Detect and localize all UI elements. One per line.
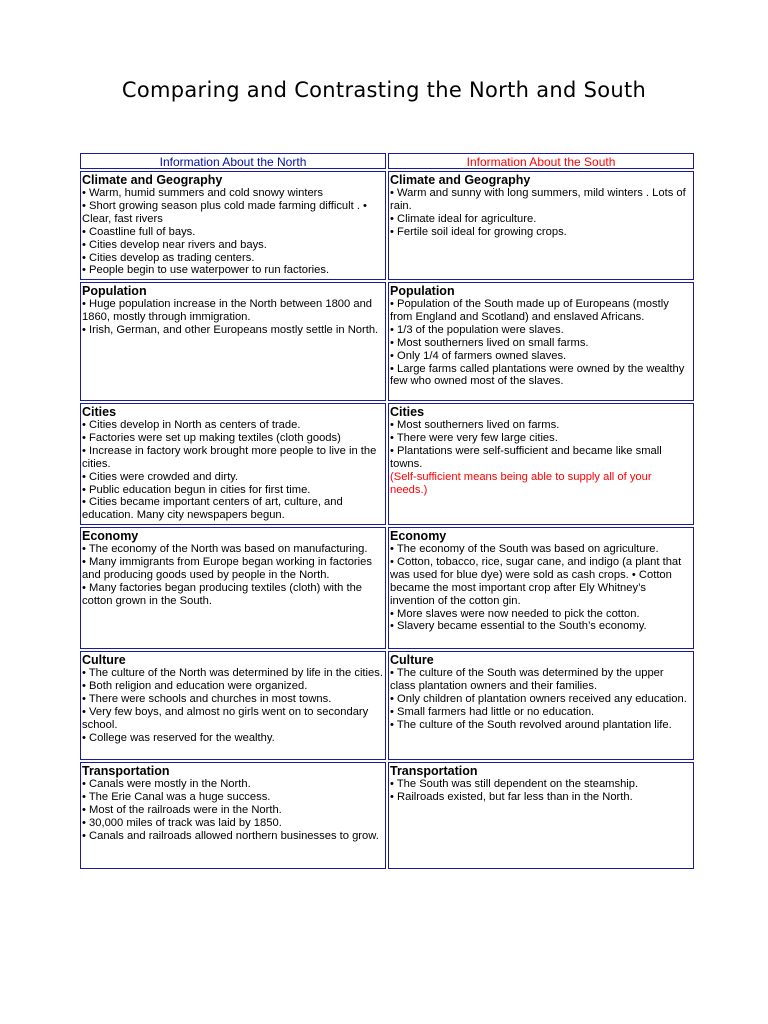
bullet-item: • Population of the South made up of Europeans (mostly from England and Scotland) and enslaved Africans. (390, 298, 669, 323)
bullet-item: • Cities develop as trading centers. (82, 251, 255, 264)
south-cell (388, 282, 694, 401)
north-column-header: Information About the North (80, 153, 386, 169)
section-heading: Population (390, 284, 455, 298)
bullet-item: • There were schools and churches in most towns. (82, 692, 332, 705)
bullet-item: • Cities develop near rivers and bays. (82, 238, 267, 251)
bullet-item: • Large farms called plantations were owned by the wealthy few who owned most of the slaves. (390, 362, 685, 388)
bullet-item: • The South was still dependent on the steamship. (390, 778, 639, 790)
bullet-item: • Warm, humid summers and cold snowy winters (82, 187, 323, 199)
bullet-item: • More slaves were now needed to pick the cotton. (390, 607, 640, 620)
bullet-item: • 1/3 of the population were slaves. (390, 323, 564, 336)
north-cell (80, 403, 386, 525)
north-cell (80, 171, 386, 280)
north-cell (80, 282, 386, 401)
bullet-item: • Most southerners lived on farms. (390, 419, 560, 431)
section-heading: Cities (390, 405, 425, 419)
section-heading: Economy (390, 529, 447, 543)
bullet-item: • Slavery became essential to the South’s economy. (390, 620, 647, 633)
bullet-item: • Only 1/4 of farmers owned slaves. (390, 349, 567, 362)
north-cell (80, 527, 386, 649)
south-column-header: Information About the South (388, 153, 694, 169)
bullet-item: • Factories were set up making textiles (cloth goods) (82, 431, 341, 444)
south-cell (388, 651, 694, 760)
comparison-table (80, 153, 694, 968)
bullet-item: • Most of the railroads were in the North. (82, 803, 282, 816)
bullet-item: • Many factories began producing textiles (cloth) with the cotton grown in the South. (82, 581, 363, 607)
north-cell (80, 651, 386, 760)
south-cell (388, 403, 694, 525)
bullet-item: • Very few boys, and almost no girls went on to secondary school. (82, 705, 369, 731)
bullet-item: • Canals were mostly in the North. (82, 778, 251, 790)
bullet-item: • Railroads existed, but far less than in the North. (390, 790, 633, 803)
bullet-item: • Cities develop in North as centers of trade. (82, 419, 301, 431)
section-heading: Transportation (390, 764, 478, 778)
bullet-item: • Climate ideal for agriculture. (390, 212, 537, 225)
bullet-item: • Plantations were self-sufficient and became like small towns. (390, 444, 662, 470)
bullet-item: • The economy of the South was based on agriculture. (390, 543, 659, 555)
section-heading: Culture (390, 653, 434, 667)
south-cell (388, 527, 694, 649)
definition-note: (Self-sufficient means being able to supply all of your needs.) (390, 470, 652, 496)
bullet-item: • Small farmers had little or no education. (390, 705, 595, 718)
bullet-item: • There were very few large cities. (390, 431, 558, 444)
bullet-item: • Cotton, tobacco, rice, sugar cane, and indigo (a plant that was used for blue dye) were sold as cash crops. • Cotton became the most important crop after Ely Whitney’s invention of the cotton gin. (390, 555, 682, 607)
bullet-item: • Both religion and education were organized. (82, 679, 308, 692)
bullet-item: • Coastline full of bays. (82, 225, 196, 238)
section-heading: Population (82, 284, 147, 298)
bullet-item: • Cities became important centers of art, culture, and education. Many city newspapers begun. (82, 496, 343, 522)
bullet-item: • Short growing season plus cold made farming difficult . • Clear, fast rivers (82, 199, 367, 225)
bullet-item: • People begin to use waterpower to run factories. (82, 264, 330, 277)
section-heading: Climate and Geography (390, 173, 531, 187)
bullet-item: • Warm and sunny with long summers, mild winters . Lots of rain. (390, 187, 686, 212)
north-cell (80, 762, 386, 869)
section-heading: Cities (82, 405, 117, 419)
bullet-item: • College was reserved for the wealthy. (82, 731, 275, 744)
south-cell (388, 762, 694, 869)
bullet-item: • The culture of the South revolved around plantation life. (390, 718, 672, 731)
bullet-item: • The Erie Canal was a huge success. (82, 790, 271, 803)
bullet-item: • Canals and railroads allowed northern businesses to grow. (82, 829, 379, 842)
section-heading: Culture (82, 653, 126, 667)
bullet-item: • The culture of the North was determined by life in the cities. (82, 667, 383, 679)
bullet-item: • Fertile soil ideal for growing crops. (390, 225, 567, 238)
south-cell (388, 171, 694, 280)
page-title: Comparing and Contrasting the North and South (121, 78, 647, 102)
bullet-item: • Most southerners lived on small farms. (390, 336, 589, 349)
bullet-item: • Huge population increase in the North between 1800 and 1860, mostly through immigration. (82, 298, 373, 323)
section-heading: Economy (82, 529, 139, 543)
section-heading: Transportation (82, 764, 170, 778)
bullet-item: • Many immigrants from Europe began working in factories and producing goods used by people in the North. (82, 555, 372, 581)
bullet-item: • The culture of the South was determined by the upper class plantation owners and their families. (390, 667, 664, 692)
bullet-item: • 30,000 miles of track was laid by 1850. (82, 816, 282, 829)
bullet-item: • Only children of plantation owners received any education. (390, 692, 687, 705)
bullet-item: • The economy of the North was based on manufacturing. (82, 543, 368, 555)
bullet-item: • Public education begun in cities for first time. (82, 483, 311, 496)
bullet-item: • Increase in factory work brought more people to live in the cities. (82, 444, 377, 470)
section-heading: Climate and Geography (82, 173, 223, 187)
bullet-item: • Cities were crowded and dirty. (82, 470, 239, 483)
bullet-item: • Irish, German, and other Europeans mostly settle in North. (82, 323, 379, 336)
